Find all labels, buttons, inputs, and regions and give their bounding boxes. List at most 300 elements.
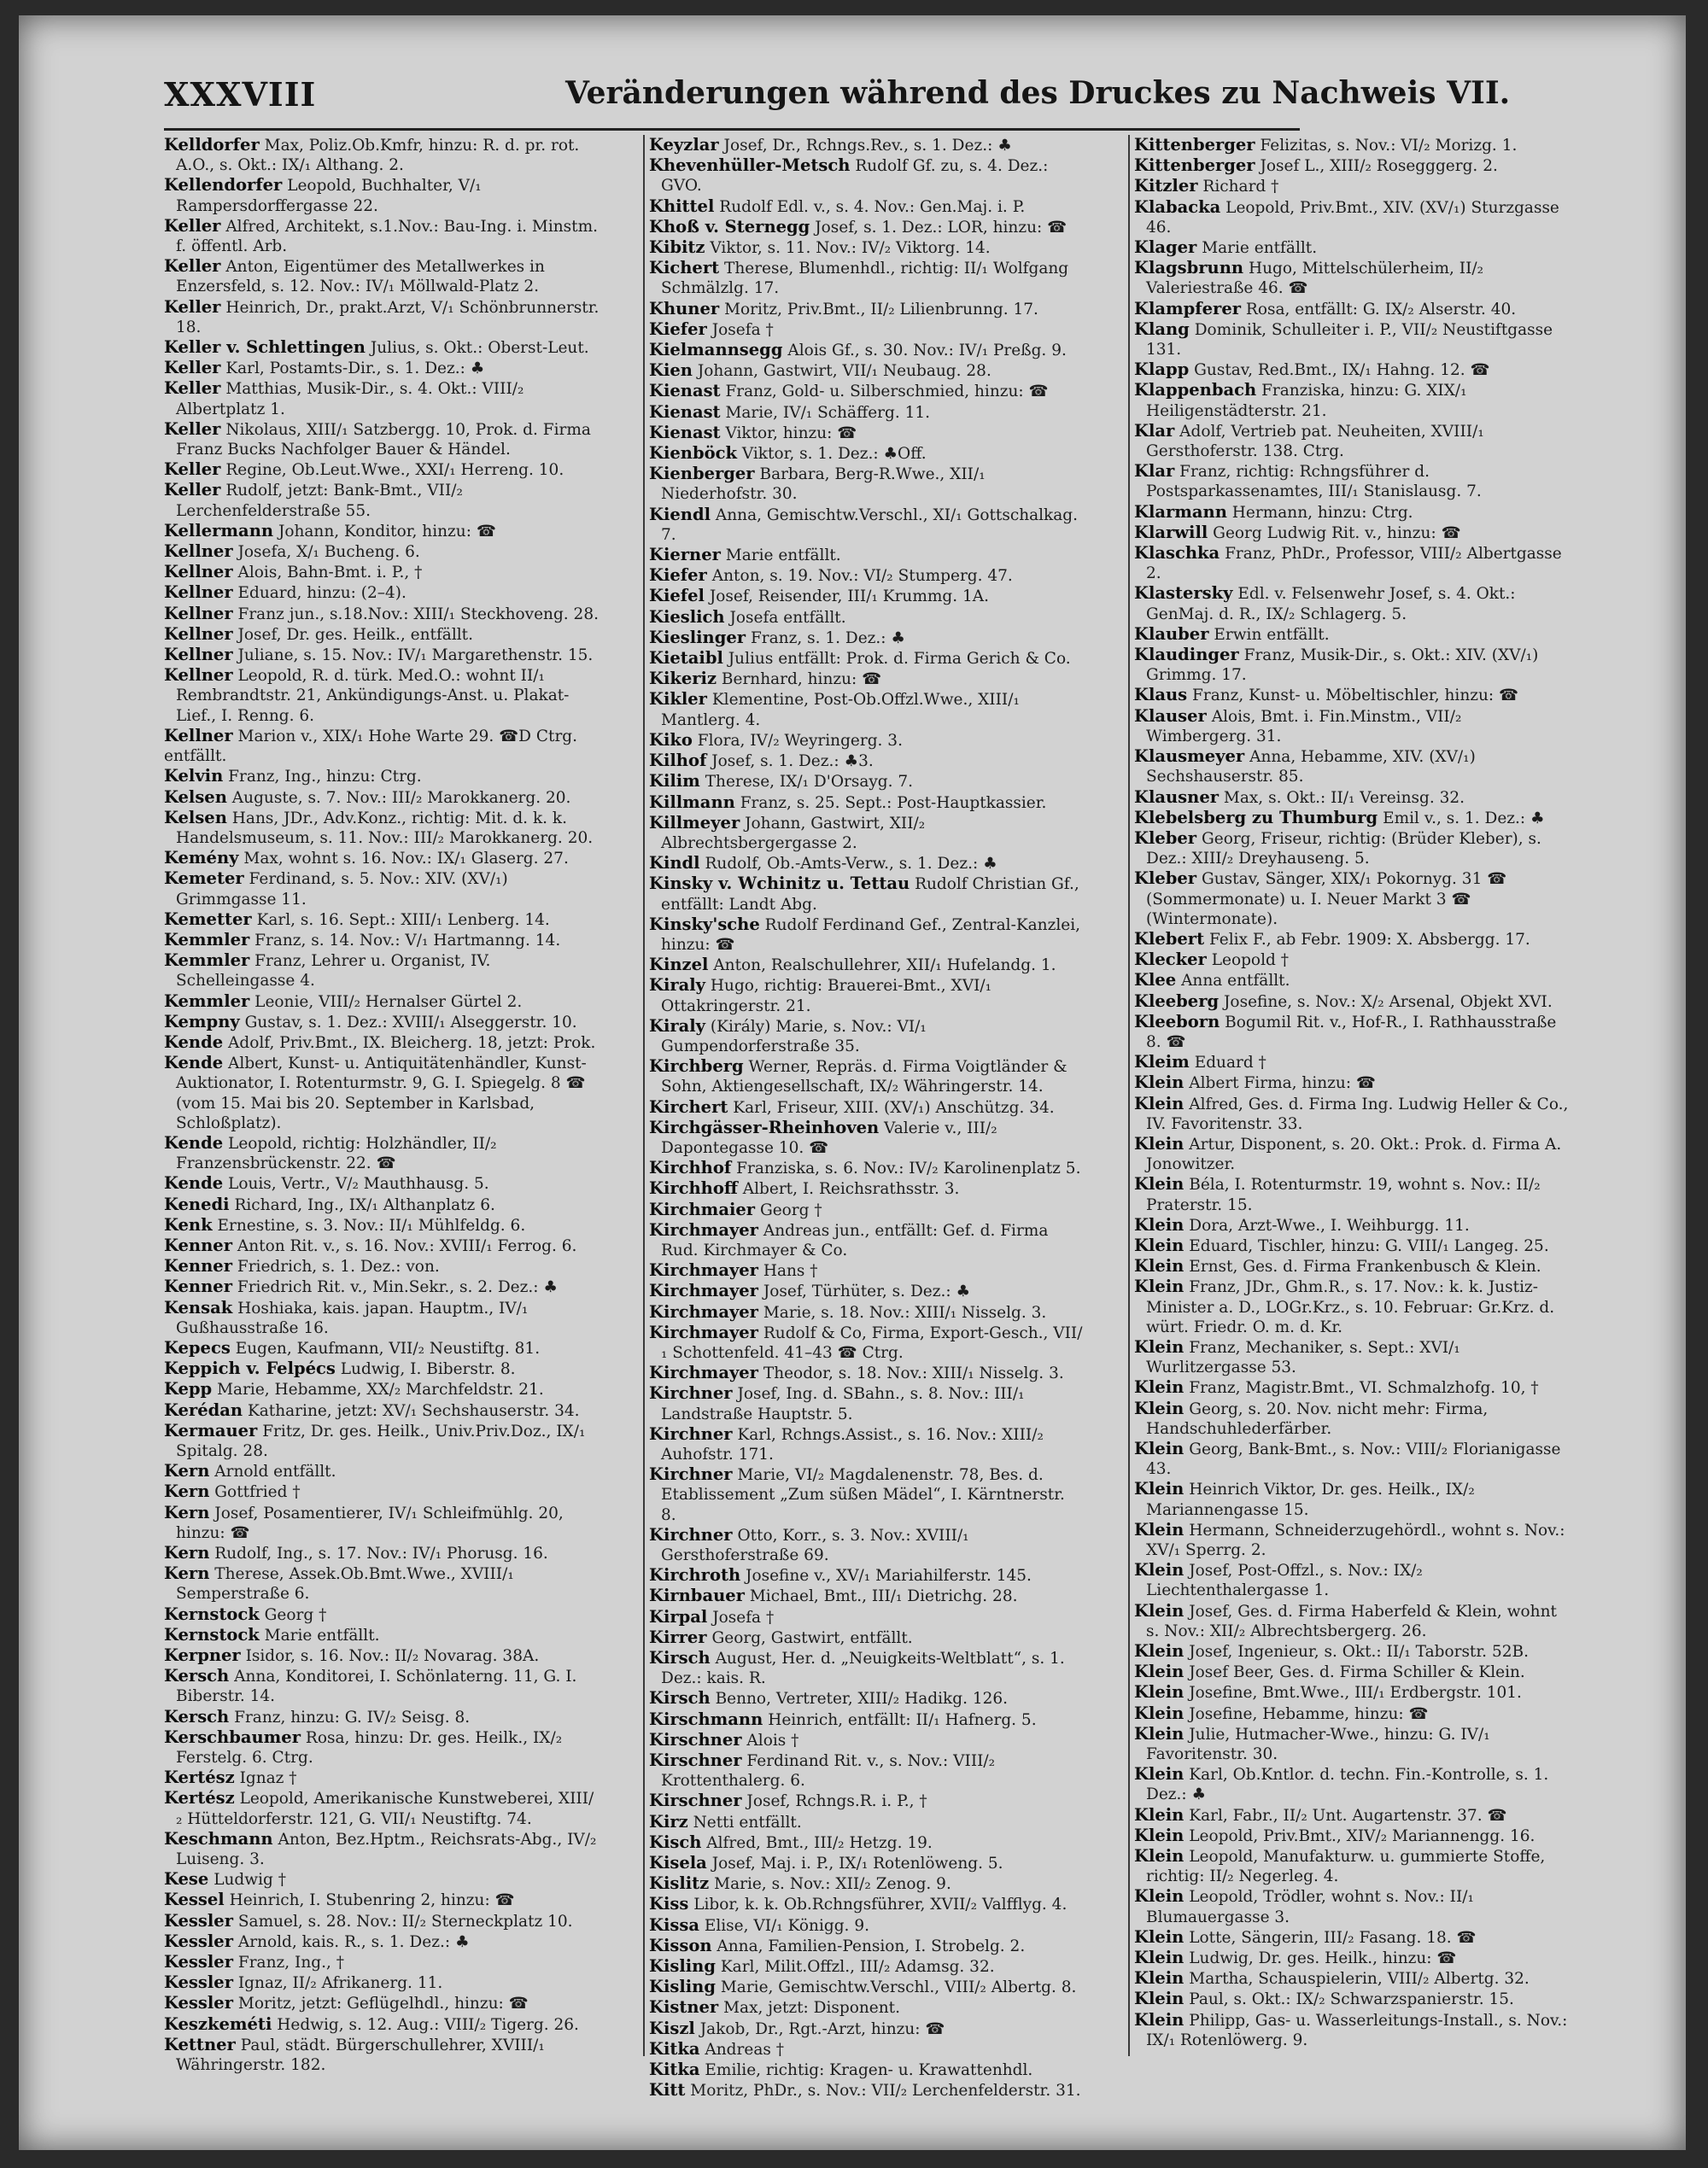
entry-details: Josef, Posamentierer, IV/₁ Schleifmühlg. 20, hinzu: ☎	[176, 1504, 564, 1542]
entry-details: Friedrich Rit. v., Min.Sekr., s. 2. Dez.: ♣	[237, 1278, 558, 1297]
entry-details: Josefine, Hebamme, hinzu: ☎	[1189, 1704, 1429, 1723]
directory-entry	[1134, 1805, 1570, 1826]
entry-surname: Kilhof	[649, 751, 707, 771]
entry-surname: Klein	[1134, 1703, 1184, 1723]
entry-surname: Kellner	[164, 541, 233, 562]
directory-entry	[164, 1032, 600, 1053]
directory-entry	[649, 1791, 1085, 1811]
entry-details: Hermann, hinzu: Ctrg.	[1231, 503, 1413, 522]
entry-details: Michael, Bmt., III/₁ Dietrichg. 28.	[749, 1587, 1018, 1606]
directory-entry	[1134, 1641, 1570, 1662]
entry-surname: Kertész	[164, 1788, 235, 1809]
directory-entry	[649, 1688, 1085, 1709]
directory-entry	[164, 1053, 600, 1133]
entry-details: Valerie v., III/₂ Dapontegasse 10. ☎	[661, 1119, 997, 1157]
entry-details: Arnold, kais. R., s. 1. Dez.: ♣	[237, 1932, 470, 1951]
entry-surname: Killmeyer	[649, 812, 740, 833]
entry-surname: Klein	[1134, 1682, 1184, 1703]
entry-details: Moritz, Priv.Bmt., II/₂ Lilienbrunng. 17.	[724, 300, 1038, 318]
directory-entry	[1134, 359, 1570, 380]
entry-details: Hugo, Mittelschülerheim, II/₂ Valeriestraße 46. ☎	[1146, 260, 1484, 298]
directory-entry	[164, 1173, 600, 1194]
entry-surname: Kiszl	[649, 2018, 695, 2038]
entry-surname: Klein	[1134, 1093, 1184, 1113]
directory-entry	[164, 1256, 600, 1277]
entry-surname: Kienast	[649, 422, 721, 442]
entry-surname: Kensak	[164, 1297, 233, 1318]
entry-details: Johann, Konditor, hinzu: ☎	[278, 522, 496, 541]
entry-surname: Keller	[164, 296, 221, 317]
entry-surname: Kern	[164, 1543, 210, 1563]
directory-entry	[649, 1730, 1085, 1750]
entry-details: Flora, IV/₂ Weyringerg. 3.	[697, 731, 903, 750]
column-2	[649, 135, 1085, 2099]
directory-entry	[649, 1709, 1085, 1730]
entry-details: Marie, s. 18. Nov.: XIII/₁ Nisselg. 3.	[763, 1303, 1047, 1322]
entry-surname: Kleber	[1134, 827, 1197, 848]
directory-entry	[1134, 1479, 1570, 1519]
entry-surname: Kelvin	[164, 766, 224, 786]
entry-details: Anna entfällt.	[1181, 972, 1290, 991]
entry-details: Franz, Musik-Dir., s. Okt.: XIV. (XV/₁) Grimmg. 17.	[1146, 646, 1539, 685]
directory-entry	[649, 135, 1085, 155]
entry-surname: Klein	[1134, 1479, 1184, 1499]
entry-details: Moritz, PhDr., s. Nov.: VII/₂ Lerchenfelderstr. 31.	[690, 2082, 1081, 2099]
entry-surname: Kitka	[649, 2060, 700, 2080]
entry-details: Viktor, hinzu: ☎	[725, 424, 857, 442]
entry-details: Werner, Repräs. d. Firma Voigtländer & Sohn, Aktiengesellschaft, IX/₂ Währingerstr. 14.	[661, 1058, 1068, 1096]
directory-entry	[164, 868, 600, 909]
directory-entry	[164, 1993, 600, 2013]
directory-entry	[1134, 421, 1570, 461]
directory-entry	[1134, 1012, 1570, 1052]
directory-entry	[164, 726, 600, 746]
directory-entry	[164, 2014, 600, 2035]
entry-surname: Kemmler	[164, 950, 250, 971]
entry-details: Eduard, Tischler, hinzu: G. VIII/₁ Langeg. 25.	[1189, 1236, 1549, 1255]
entry-surname: Keller	[164, 459, 221, 480]
entry-details: Marie, Hebamme, XX/₂ Marchfeldstr. 21.	[217, 1381, 544, 1400]
directory-entry	[1134, 1948, 1570, 1968]
entry-details: Josef, Dr. ges. Heilk., entfällt.	[237, 625, 473, 644]
directory-entry	[1134, 685, 1570, 705]
directory-entry	[1134, 523, 1570, 543]
entry-surname: Kirchgässer-Rheinhoven	[649, 1117, 880, 1137]
page-number: XXXVIII	[164, 75, 317, 114]
entry-details: Karl, Friseur, XIII. (XV/₁) Anschützg. 34.	[733, 1098, 1055, 1117]
entry-surname: Kirchmayer	[649, 1219, 758, 1240]
directory-entry	[1134, 1846, 1570, 1886]
entry-details: Otto, Korr., s. 3. Nov.: XVIII/₁ Gersthoferstraße 69.	[661, 1526, 969, 1565]
entry-details: Franziska, hinzu: G. XIX/₁ Heiligenstädterstr. 21.	[1146, 382, 1467, 420]
directory-entry	[1134, 624, 1570, 645]
directory-entry	[649, 2039, 1085, 2060]
directory-entry	[649, 1936, 1085, 1956]
entry-details: Josef, Post-Offzl., s. Nov.: IX/₂ Liechtenthalergasse 1.	[1146, 1562, 1423, 1600]
header-rule	[164, 128, 1300, 131]
entry-surname: Klein	[1134, 1948, 1184, 1968]
entry-surname: Kleim	[1134, 1052, 1190, 1072]
directory-entry	[1134, 1337, 1570, 1377]
directory-entry	[649, 813, 1085, 853]
entry-surname: Keller	[164, 215, 221, 236]
directory-entry	[164, 909, 600, 930]
directory-entry	[164, 562, 600, 582]
entry-surname: Kermauer	[164, 1420, 258, 1440]
directory-entry	[649, 1383, 1085, 1423]
directory-entry	[649, 1997, 1085, 2018]
entry-details: Franz, PhDr., Professor, VIII/₂ Albertgasse 2.	[1146, 545, 1562, 583]
directory-entry	[164, 216, 600, 256]
directory-entry	[1134, 868, 1570, 929]
entry-details: Karl, Milit.Offzl., III/₂ Adamsg. 32.	[720, 1958, 995, 1977]
column-1	[164, 135, 600, 2099]
entry-surname: Kittenberger	[1134, 135, 1255, 155]
directory-entry	[649, 751, 1085, 771]
entry-surname: Klein	[1134, 1926, 1184, 1947]
directory-entry	[1134, 1703, 1570, 1724]
entry-details: Isidor, s. 16. Nov.: II/₂ Novarag. 38A.	[245, 1647, 540, 1666]
entry-details: Rudolf & Co, Firma, Export-Gesch., VII/₁ Schottenfeld. 41–43 ☎ Ctrg.	[661, 1324, 1083, 1362]
directory-entry	[164, 1829, 600, 1869]
entry-surname: Klausner	[1134, 786, 1220, 807]
entry-details: Max, Poliz.Ob.Kmfr, hinzu: R. d. pr. rot. A.O., s. Okt.: IX/₁ Althang. 2.	[176, 137, 580, 175]
entry-details: August, Her. d. „Neuigkeits-Weltblatt“, s. 1. Dez.: kais. R.	[661, 1650, 1065, 1688]
entry-surname: Klarmann	[1134, 501, 1227, 522]
entry-details: Josefine v., XV/₁ Mariahilferstr. 145.	[746, 1567, 1032, 1586]
directory-entry	[1134, 1520, 1570, 1560]
directory-entry	[164, 930, 600, 950]
directory-entry	[1134, 950, 1570, 970]
entry-details: Georg, s. 20. Nov. nicht mehr: Firma, Handschuhlederfärber.	[1146, 1400, 1489, 1438]
entry-details: Johann, Gastwirt, XII/₂ Albrechtsbergergasse 2.	[661, 814, 926, 852]
directory-entry	[649, 237, 1085, 258]
entry-details: Anton, Bez.Hptm., Reichsrats-Abg., IV/₂ Luiseng. 3.	[176, 1830, 597, 1869]
entry-details: Alois †	[746, 1731, 799, 1750]
entry-surname: Keller	[164, 418, 221, 439]
directory-entry	[1134, 1886, 1570, 1926]
entry-surname: Klein	[1134, 1256, 1184, 1277]
column-3	[1134, 135, 1570, 2099]
directory-entry	[649, 381, 1085, 401]
entry-surname: Kellner	[164, 645, 233, 665]
entry-details: Arnold entfällt.	[214, 1463, 336, 1481]
directory-entry	[649, 1464, 1085, 1525]
entry-surname: Kieslich	[649, 606, 725, 627]
entry-details: Karl, Rchngs.Assist., s. 16. Nov.: XIII/₂ Auhofstr. 171.	[661, 1425, 1044, 1464]
directory-entry	[1134, 583, 1570, 623]
entry-surname: Klapp	[1134, 359, 1190, 380]
entry-surname: Khittel	[649, 196, 715, 216]
entry-details: Edl. v. Felsenwehr Josef, s. 4. Okt.: GenMaj. d. R., IX/₂ Schlagerg. 5.	[1146, 585, 1516, 623]
entry-surname: Klauber	[1134, 623, 1209, 644]
entry-surname: Kemmler	[164, 991, 250, 1011]
entry-details: Marion v., XIX/₁ Hohe Warte 29. ☎D Ctrg.	[237, 727, 578, 745]
entry-details: Franz, JDr., Ghm.R., s. 17. Nov.: k. k. Justiz-Minister a. D., LOGr.Krz., s. 10. Februar: Gr.Krz. d. würt. Friedr. O. m. d. Kr.	[1146, 1278, 1555, 1336]
entry-surname: Klein	[1134, 1519, 1184, 1540]
directory-entry	[164, 1298, 600, 1338]
entry-details: Ludwig †	[214, 1871, 286, 1890]
entry-surname: Kinsky'sche	[649, 914, 760, 934]
directory-entry	[164, 582, 600, 603]
entry-details: Franz, richtig: Rchngsführer d. Postsparkassenamtes, III/₁ Stanislausg. 7.	[1146, 463, 1482, 501]
directory-entry	[1134, 1601, 1570, 1641]
entry-surname: Kirchmayer	[649, 1281, 758, 1301]
directory-entry	[1134, 502, 1570, 523]
entry-surname: Kisling	[649, 1977, 716, 1997]
directory-entry	[649, 1158, 1085, 1178]
directory-entry	[164, 624, 600, 645]
entry-surname: Klein	[1134, 1641, 1184, 1662]
directory-entry	[649, 1894, 1085, 1914]
entry-details: Richard, Ing., IX/₁ Althanplatz 6.	[234, 1195, 495, 1214]
directory-entry	[1134, 808, 1570, 828]
entry-surname: Keller	[164, 480, 221, 500]
directory-entry	[649, 975, 1085, 1015]
entry-details: Samuel, s. 28. Nov.: II/₂ Sterneckplatz 10.	[237, 1912, 573, 1931]
directory-entry	[1134, 1377, 1570, 1398]
directory-entry	[649, 1627, 1085, 1648]
entry-details: Ludwig, Dr. ges. Heilk., hinzu: ☎	[1189, 1949, 1457, 1968]
entry-details: Eduard, hinzu: (2–4).	[237, 584, 407, 603]
entry-details: Anna, Hebamme, XIV. (XV/₁) Sechshauserstr. 85.	[1146, 748, 1476, 786]
directory-entry	[1134, 380, 1570, 420]
entry-details: Franziska, s. 6. Nov.: IV/₂ Karolinenplatz 5.	[736, 1160, 1081, 1178]
entry-details: Marie entfällt.	[1202, 239, 1318, 258]
entry-surname: Klastersky	[1134, 583, 1233, 604]
entry-details: Adolf, Priv.Bmt., IX. Bleicherg. 18, jetzt: Prok.	[228, 1033, 596, 1052]
entry-surname: Klein	[1134, 1825, 1184, 1845]
directory-entry	[1134, 237, 1570, 258]
directory-entry	[649, 1260, 1085, 1281]
entry-details: Ignaz, II/₂ Afrikanerg. 11.	[237, 1974, 443, 1993]
directory-entry	[164, 1400, 600, 1421]
entry-surname: Kirchhof	[649, 1158, 732, 1178]
entry-surname: Klar	[1134, 461, 1175, 482]
directory-entry	[164, 135, 600, 175]
directory-entry	[649, 1118, 1085, 1158]
entry-details: Ferdinand, s. 5. Nov.: XIV. (XV/₁) Grimmgasse 11.	[176, 870, 508, 909]
entry-details: Richard †	[1202, 178, 1279, 196]
entry-details: Jakob, Dr., Rgt.-Arzt, hinzu: ☎	[699, 2019, 945, 2038]
directory-entry	[649, 2080, 1085, 2099]
entry-details: Therese, Assek.Ob.Bmt.Wwe., XVIII/₁ Semperstraße 6.	[176, 1565, 514, 1604]
entry-details: Max, wohnt s. 16. Nov.: IX/₁ Glaserg. 27.	[243, 850, 569, 868]
entry-surname: Kirchner	[649, 1524, 733, 1545]
entry-surname: Kessler	[164, 1931, 233, 1951]
directory-entry	[649, 669, 1085, 689]
entry-details: Alois, Bahn-Bmt. i. P., †	[237, 564, 423, 582]
entry-surname: Kikler	[649, 689, 707, 710]
entry-details: Viktor, s. 1. Dez.: ♣Off.	[741, 445, 927, 464]
directory-entry	[649, 340, 1085, 360]
entry-surname: Kirchhoff	[649, 1178, 738, 1199]
directory-entry	[1134, 706, 1570, 746]
entry-surname: Kettner	[164, 2034, 236, 2054]
entry-details: Josef, s. 1. Dez.: LOR, hinzu: ☎	[815, 218, 1068, 237]
directory-entry	[164, 1277, 600, 1297]
entry-surname: Kellner	[164, 665, 233, 686]
entry-details: Franz, Mechaniker, s. Sept.: XVI/₁ Wurlitzergasse 53.	[1146, 1338, 1460, 1377]
entry-details: Anton, Eigentümer des Metallwerkes in Enzersfeld, s. 12. Nov.: IV/₁ Möllwald-Platz 2.	[176, 258, 545, 296]
entry-surname: Kissa	[649, 1914, 699, 1935]
directory-entry	[649, 1977, 1085, 1997]
directory-entry	[649, 545, 1085, 565]
entry-details: Ernestine, s. 3. Nov.: II/₁ Mühlfeldg. 6.	[217, 1216, 526, 1235]
directory-entry	[1134, 319, 1570, 359]
directory-entry	[164, 1543, 600, 1563]
directory-entry	[164, 604, 600, 624]
directory-entry	[164, 337, 600, 358]
directory-entry	[164, 1503, 600, 1543]
directory-entry	[164, 1379, 600, 1400]
entry-surname: Kirchmayer	[649, 1322, 758, 1342]
directory-entry	[649, 360, 1085, 381]
entry-surname: Kirz	[649, 1811, 688, 1832]
entry-details: Leopold, Trödler, wohnt s. Nov.: II/₁ Blumauergasse 3.	[1146, 1888, 1474, 1926]
directory-entry	[649, 648, 1085, 669]
directory-entry	[164, 1645, 600, 1666]
entry-surname: Keller	[164, 358, 221, 378]
entry-surname: Klein	[1134, 1072, 1184, 1093]
directory-entry	[164, 1707, 600, 1727]
entry-details: Alfred, Architekt, s.1.Nov.: Bau-Ing. i. Minstm. f. öffentl. Arb.	[176, 217, 599, 256]
entry-surname: Khoß v. Sternegg	[649, 216, 810, 237]
directory-entry	[164, 1133, 600, 1173]
entry-details: Max, s. Okt.: II/₁ Vereinsg. 32.	[1223, 788, 1465, 807]
entry-details: Netti entfällt.	[693, 1813, 802, 1832]
entry-details: Franz, Ing., †	[237, 1954, 344, 1972]
directory-entry	[1134, 543, 1570, 583]
entry-surname: Kende	[164, 1132, 224, 1153]
directory-entry	[164, 541, 600, 562]
entry-surname: Kerpner	[164, 1645, 241, 1666]
directory-entry	[164, 1481, 600, 1502]
directory-entry	[164, 1952, 600, 1972]
entry-surname: Klecker	[1134, 950, 1207, 970]
directory-entry	[164, 808, 600, 848]
entry-surname: Kemeter	[164, 868, 244, 889]
directory-entry	[649, 607, 1085, 628]
page-header	[164, 75, 1511, 126]
directory-entry	[164, 787, 600, 808]
entry-details: Leopold, R. d. türk. Med.O.: wohnt II/₁ Rembrandtstr. 21, Ankündigungs-Anst. u. Plakat-Lief., I. Renng. 6.	[176, 667, 570, 725]
entry-details: Marie entfällt.	[264, 1626, 380, 1645]
entry-details: entfällt.	[164, 747, 227, 766]
directory-entry	[1134, 970, 1570, 991]
directory-entry	[1134, 1134, 1570, 1174]
entry-details: Therese, IX/₁ D'Orsayg. 7.	[705, 773, 914, 792]
directory-entry	[649, 1056, 1085, 1096]
directory-entry	[649, 771, 1085, 792]
entry-details: Ferdinand Rit. v., s. Nov.: VIII/₂ Krottenthalerg. 6.	[661, 1752, 996, 1791]
entry-surname: Kellermann	[164, 520, 274, 541]
entry-details: Julius, s. Okt.: Oberst-Leut.	[370, 339, 589, 358]
entry-surname: Kichert	[649, 258, 720, 278]
entry-surname: Kenner	[164, 1256, 232, 1277]
entry-surname: Klager	[1134, 237, 1197, 258]
column-divider	[1128, 135, 1130, 2056]
entry-details: Rudolf Ferdinand Gef., Zentral-Kanzlei, hinzu: ☎	[661, 915, 1081, 954]
page-sheet	[19, 15, 1686, 2150]
directory-entry	[1134, 1764, 1570, 1804]
entry-surname: Kietaibl	[649, 648, 723, 669]
entry-details: Lotte, Sängerin, III/₂ Fasang. 18. ☎	[1189, 1928, 1477, 1947]
directory-entry	[164, 419, 600, 459]
directory-entry	[1134, 135, 1570, 155]
entry-surname: Kenner	[164, 1277, 232, 1297]
entry-surname: Kirsch	[649, 1688, 711, 1709]
directory-entry	[649, 1915, 1085, 1936]
entry-details: Hans †	[763, 1262, 818, 1281]
directory-entry	[1134, 645, 1570, 685]
entry-details: Dominik, Schulleiter i. P., VII/₂ Neustiftgasse 131.	[1146, 320, 1553, 359]
entry-surname: Khuner	[649, 298, 720, 318]
entry-surname: Kiraly	[649, 1015, 706, 1036]
entry-details: Anna, Gemischtw.Verschl., XI/₁ Gottschalkag. 7.	[661, 505, 1079, 544]
directory-entry	[649, 565, 1085, 586]
entry-details: Philipp, Gas- u. Wasserleitungs-Install., s. Nov.: IX/₁ Rotenlöwerg. 9.	[1146, 2011, 1568, 2049]
entry-surname: Kirchmayer	[649, 1301, 758, 1322]
directory-entry	[1134, 787, 1570, 808]
directory-entry	[1134, 1682, 1570, 1703]
entry-surname: Kien	[649, 360, 693, 381]
entry-details: Josef, Ing. d. SBahn., s. 8. Nov.: III/₁ Landstraße Hauptstr. 5.	[661, 1385, 1025, 1423]
directory-entry	[164, 459, 600, 480]
directory-entry	[649, 1832, 1085, 1853]
entry-surname: Klein	[1134, 1174, 1184, 1195]
directory-entry	[164, 1727, 600, 1768]
directory-entry	[164, 2035, 600, 2075]
entry-details: Heinrich, Dr., prakt.Arzt, V/₁ Schönbrunnerstr. 18.	[176, 298, 600, 336]
directory-entry	[649, 1323, 1085, 1363]
directory-entry	[649, 1873, 1085, 1894]
directory-entry	[649, 1812, 1085, 1832]
entry-surname: Klausmeyer	[1134, 746, 1245, 767]
entry-surname: Kernstock	[164, 1604, 260, 1624]
directory-entry	[164, 1890, 600, 1910]
entry-details: Alois Gf., s. 30. Nov.: IV/₁ Preßg. 9.	[787, 342, 1067, 360]
entry-details: Anna, Familien-Pension, I. Strobelg. 2.	[717, 1937, 1026, 1955]
entry-details: Georg †	[759, 1201, 822, 1219]
entry-surname: Kirschner	[649, 1729, 742, 1750]
directory-entry	[1134, 1439, 1570, 1479]
directory-entry	[164, 1461, 600, 1481]
entry-details: Hans, JDr., Adv.Konz., richtig: Mit. d. k. k. Handelsmuseum, s. 11. Nov.: III/₂ Marokkanerg. 20.	[176, 809, 594, 847]
entry-details: Moritz, jetzt: Geflügelhdl., hinzu: ☎	[237, 1995, 529, 2013]
directory-entry	[649, 1281, 1085, 1301]
entry-details: Rudolf Edl. v., s. 4. Nov.: Gen.Maj. i. P.	[719, 197, 1026, 216]
entry-details: Leopold, richtig: Holzhändler, II/₂ Franzensbrückenstr. 22. ☎	[176, 1134, 497, 1173]
entry-surname: Kemetter	[164, 909, 252, 929]
entry-details: Benno, Vertreter, XIII/₂ Hadikg. 126.	[715, 1690, 1009, 1709]
entry-surname: Kern	[164, 1461, 210, 1481]
directory-entry	[164, 1911, 600, 1931]
directory-entry	[164, 1768, 600, 1788]
entry-details: Johann, Gastwirt, VII/₁ Neubaug. 28.	[697, 362, 991, 381]
directory-entry	[164, 1604, 600, 1625]
entry-details: Franz, Kunst- u. Möbeltischler, hinzu: ☎	[1192, 687, 1519, 705]
directory-entry	[164, 378, 600, 418]
directory-entry	[1134, 1989, 1570, 2009]
entry-details: Georg, Gastwirt, entfällt.	[711, 1628, 913, 1647]
directory-entry	[649, 505, 1085, 545]
entry-surname: Klang	[1134, 318, 1190, 339]
entry-details: Eduard †	[1194, 1054, 1266, 1072]
directory-entry	[1134, 1560, 1570, 1600]
entry-details: Karl, Fabr., II/₂ Unt. Augartenstr. 37. ☎	[1189, 1806, 1507, 1825]
entry-details: Josef L., XIII/₂ Rosegggerg. 2.	[1260, 157, 1498, 176]
